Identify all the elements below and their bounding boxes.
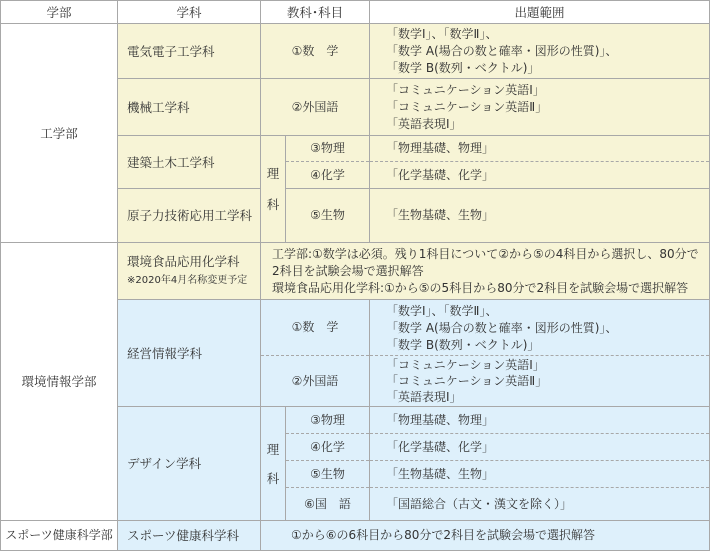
range-english (370, 79, 710, 136)
subject-chemistry: ④化学 (310, 168, 345, 182)
rika-char: 科 (266, 197, 280, 212)
rika-char: 理 (266, 166, 280, 181)
range-english-2 (370, 356, 709, 406)
range-math-line: 「数学Ⅰ」、「数学Ⅱ」、 (386, 26, 498, 41)
range-math-line: 「数学 A(場合の数と確率・図形の性質)」、 (386, 320, 618, 335)
subject-chemistry-2: ④化学 (286, 434, 369, 461)
range-math-line: 「数学 B(数列・ベクトル)」 (386, 337, 540, 352)
faculty-environment: 環境情報学部 (1, 243, 118, 521)
faculty-engineering: 工学部 (1, 24, 118, 243)
rika-char: 科 (266, 470, 280, 486)
subject-english-2: ②外国語 (291, 374, 339, 388)
note-sports: ①から⑥の6科目から80分で2科目を試験会場で選択解答 (261, 521, 710, 551)
dept-food-chemistry (118, 243, 261, 300)
range-japanese: 「国語総合（古文・漢文を除く）」 (386, 497, 573, 511)
range-physics: 「物理基礎、物理」 (370, 136, 709, 162)
range-biology: 「生物基礎、生物」 (370, 189, 710, 243)
subject-math: ①数 学 (261, 24, 370, 79)
note-line: 工学部:①数学は必須。残り1科目について②から⑤の4科目から選択し、80分で (272, 246, 699, 261)
range-math-line: 「数学Ⅰ」、「数学Ⅱ」、 (386, 303, 498, 318)
range-english-line: 「コミュニケーション英語Ⅰ」 (386, 357, 545, 372)
faculty-sports: スポーツ健康科学部 (1, 521, 118, 551)
note-line: 環境食品応用化学科:①から⑤の5科目から80分で2科目を試験会場で選択解答 (272, 280, 689, 295)
dept-food-chemistry-note: ※2020年4月名称変更予定 (127, 275, 248, 286)
subject-physics-2: ③物理 (286, 407, 369, 434)
header-subject: 教科･科目 (261, 1, 370, 24)
range-physics-2: 「物理基礎、物理」 (370, 407, 709, 434)
dept-architecture: 建築土木工学科 (118, 136, 261, 189)
range-english-line: 「英語表現Ⅰ」 (386, 116, 462, 131)
range-english-line: 「英語表現Ⅰ」 (386, 389, 462, 404)
range-math-line: 「数学 A(場合の数と確率・図形の性質)」、 (386, 43, 618, 58)
dept-mechanical: 機械工学科 (118, 79, 261, 136)
range-biology-2: 「生物基礎、生物」 (370, 461, 709, 488)
subject-english: ②外国語 (261, 79, 370, 136)
subject-math-2: ①数 学 (261, 300, 369, 356)
range-english-line: 「コミュニケーション英語Ⅰ」 (386, 82, 545, 97)
range-chemistry-2: 「化学基礎、化学」 (370, 434, 709, 461)
dept-design: デザイン学科 (118, 407, 261, 521)
rika-char: 理 (266, 441, 280, 457)
range-math-line: 「数学 B(数列・ベクトル)」 (386, 60, 540, 75)
header-faculty: 学部 (1, 1, 118, 24)
range-english-line: 「コミュニケーション英語Ⅱ」 (386, 99, 548, 114)
range-math (370, 24, 710, 79)
subject-biology: ⑤生物 (286, 189, 370, 243)
rika-label-2 (261, 407, 286, 521)
dept-nuclear: 原子力技術応用工学科 (118, 189, 261, 243)
dept-food-chemistry-name: 環境食品応用化学科 (127, 254, 240, 269)
rika-label (261, 136, 286, 243)
note-line: 2科目を試験会場で選択解答 (272, 263, 424, 278)
range-math-2 (370, 301, 709, 356)
dept-electrical: 電気電子工学科 (118, 24, 261, 79)
range-english-line: 「コミュニケーション英語Ⅱ」 (386, 373, 548, 388)
dept-management: 経営情報学科 (118, 300, 261, 407)
subject-physics: ③物理 (286, 136, 369, 162)
range-chemistry: 「化学基礎、化学」 (386, 168, 495, 182)
subject-biology-2: ⑤生物 (286, 461, 369, 488)
header-range: 出題範囲 (370, 1, 710, 24)
dept-sports: スポーツ健康科学科 (118, 521, 261, 551)
note-engineering (261, 243, 710, 300)
subject-japanese: ⑥国 語 (304, 497, 351, 511)
header-row (1, 1, 710, 24)
header-department: 学科 (118, 1, 261, 24)
